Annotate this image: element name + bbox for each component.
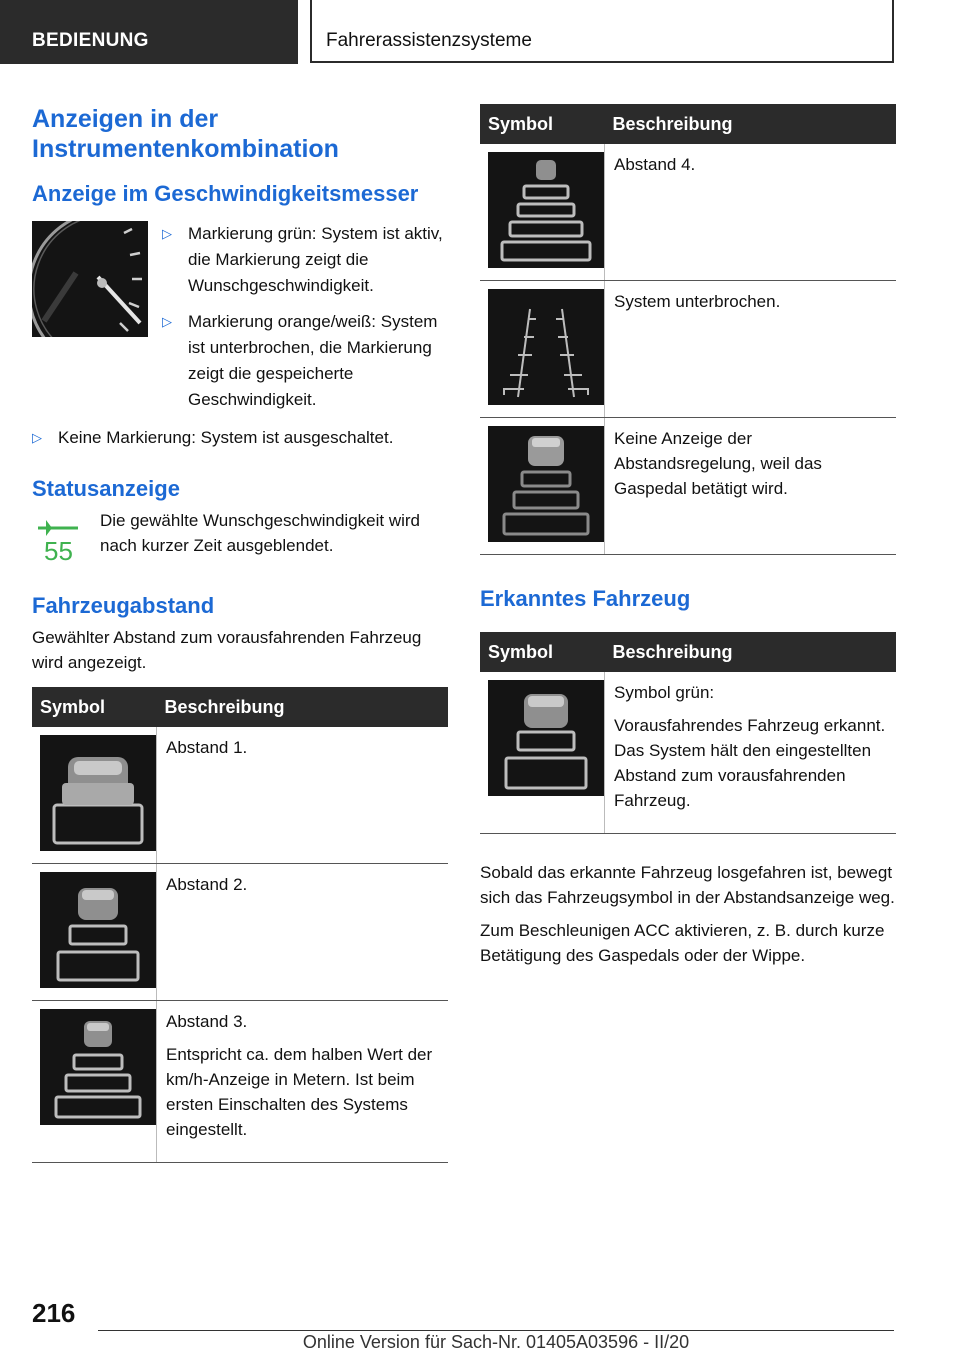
symbol-cell [32, 727, 157, 864]
description-line: Symbol grün: [614, 683, 715, 702]
symbol-cell [32, 1001, 157, 1163]
symbol-cell [480, 418, 605, 555]
gas-pedal-override-icon [488, 426, 604, 542]
distance-2-icon [40, 872, 156, 988]
chapter-tab [310, 0, 894, 63]
triangle-bullet-icon: ▷ [162, 314, 172, 329]
table-row [32, 1001, 448, 1163]
section-tab [0, 0, 298, 64]
right-column [480, 104, 896, 968]
status-heading: Statusanzeige [32, 476, 180, 501]
chapter-label: Fahrerassistenzsysteme [326, 30, 532, 51]
description-line: Abstand 4. [614, 155, 696, 174]
paragraph: Zum Beschleunigen ACC aktivieren, z. B. durch kurze Betätigung des Gaspedals oder der Wippe. [480, 921, 885, 965]
description-cell [605, 418, 897, 555]
detected-vehicle-table [480, 632, 896, 834]
description-line: Abstand 1. [166, 738, 248, 757]
speedometer-marking-icon [32, 221, 148, 337]
list-item [162, 221, 448, 299]
column-header-description: Beschreibung [605, 104, 897, 144]
distance-table [32, 687, 448, 1163]
table-row [32, 727, 448, 864]
list-item [32, 425, 448, 451]
description-line: Keine Anzeige der Abstandsregelung, weil das Gaspedal betätigt wird. [614, 429, 822, 498]
detected-vehicle-heading: Erkanntes Fahrzeug [480, 586, 691, 611]
footer-online-version: Online Version für Sach-Nr. 01405A03596 - II/20 [302, 1332, 690, 1352]
speedometer-block [32, 221, 448, 423]
description-cell [605, 281, 897, 418]
system-interrupted-icon [488, 289, 604, 405]
table-row [480, 144, 896, 281]
footer-divider [98, 1330, 894, 1331]
column-header-symbol: Symbol [32, 687, 157, 727]
section-label: BEDIENUNG [32, 30, 149, 51]
symbol-cell [480, 144, 605, 281]
description-line: Vorausfahrendes Fahrzeug erkannt. Das System hält den eingestellten Abstand zum vorausfahrenden Fahrzeug. [614, 716, 886, 810]
page-title: Anzeigen in der Instrumentenkombination [32, 105, 339, 163]
status-text: Die gewählte Wunschgeschwindigkeit wird nach kurzer Zeit ausgeblendet. [100, 511, 421, 555]
bullet-text: Markierung orange/weiß: System ist unterbrochen, die Markierung zeigt die gespeicherte Geschwindigkeit. [188, 312, 438, 409]
list-item [162, 309, 448, 413]
description-cell [157, 864, 449, 1001]
column-header-symbol: Symbol [480, 104, 605, 144]
symbol-cell [480, 281, 605, 418]
distance-table-continued [480, 104, 896, 555]
bullet-text: Markierung grün: System ist aktiv, die Markierung zeigt die Wunschgeschwindigkeit. [188, 224, 443, 295]
distance-intro: Gewählter Abstand zum vorausfahrenden Fahrzeug wird angezeigt. [32, 628, 422, 672]
status-block [32, 511, 448, 566]
speed-limit-status-icon [32, 516, 92, 566]
distance-3-icon [40, 1009, 156, 1125]
page-number: 216 [32, 1298, 76, 1328]
speed-bullet-list [162, 221, 448, 423]
table-row [480, 672, 896, 834]
distance-heading: Fahrzeugabstand [32, 593, 215, 618]
column-header-symbol: Symbol [480, 632, 605, 672]
vehicle-detected-icon [488, 680, 604, 796]
distance-1-icon [40, 735, 156, 851]
status-number: 55 [44, 536, 73, 566]
paragraph: Sobald das erkannte Fahrzeug losgefahren ist, bewegt sich das Fahrzeugsymbol in der Abstandsanzeige weg. [480, 863, 895, 907]
triangle-bullet-icon: ▷ [32, 430, 42, 445]
page-header [0, 0, 960, 66]
description-cell [605, 144, 897, 281]
bullet-text: Keine Markierung: System ist ausgeschaltet. [58, 428, 394, 447]
description-line: System unterbrochen. [614, 292, 781, 311]
distance-4-icon [488, 152, 604, 268]
column-header-description: Beschreibung [157, 687, 449, 727]
description-cell [157, 1001, 449, 1163]
description-line: Abstand 2. [166, 875, 248, 894]
description-line: Entspricht ca. dem halben Wert der km/h-Anzeige in Metern. Ist beim ersten Einschalten des Systems eingestellt. [166, 1045, 433, 1139]
table-row [480, 281, 896, 418]
speed-heading: Anzeige im Geschwindigkeitsmesser [32, 181, 419, 206]
table-row [32, 864, 448, 1001]
description-line: Abstand 3. [166, 1012, 248, 1031]
symbol-cell [480, 672, 605, 834]
left-column [32, 100, 448, 1163]
table-row [480, 418, 896, 555]
triangle-bullet-icon: ▷ [162, 226, 172, 241]
description-cell [605, 672, 897, 834]
description-cell [157, 727, 449, 864]
column-header-description: Beschreibung [605, 632, 897, 672]
symbol-cell [32, 864, 157, 1001]
